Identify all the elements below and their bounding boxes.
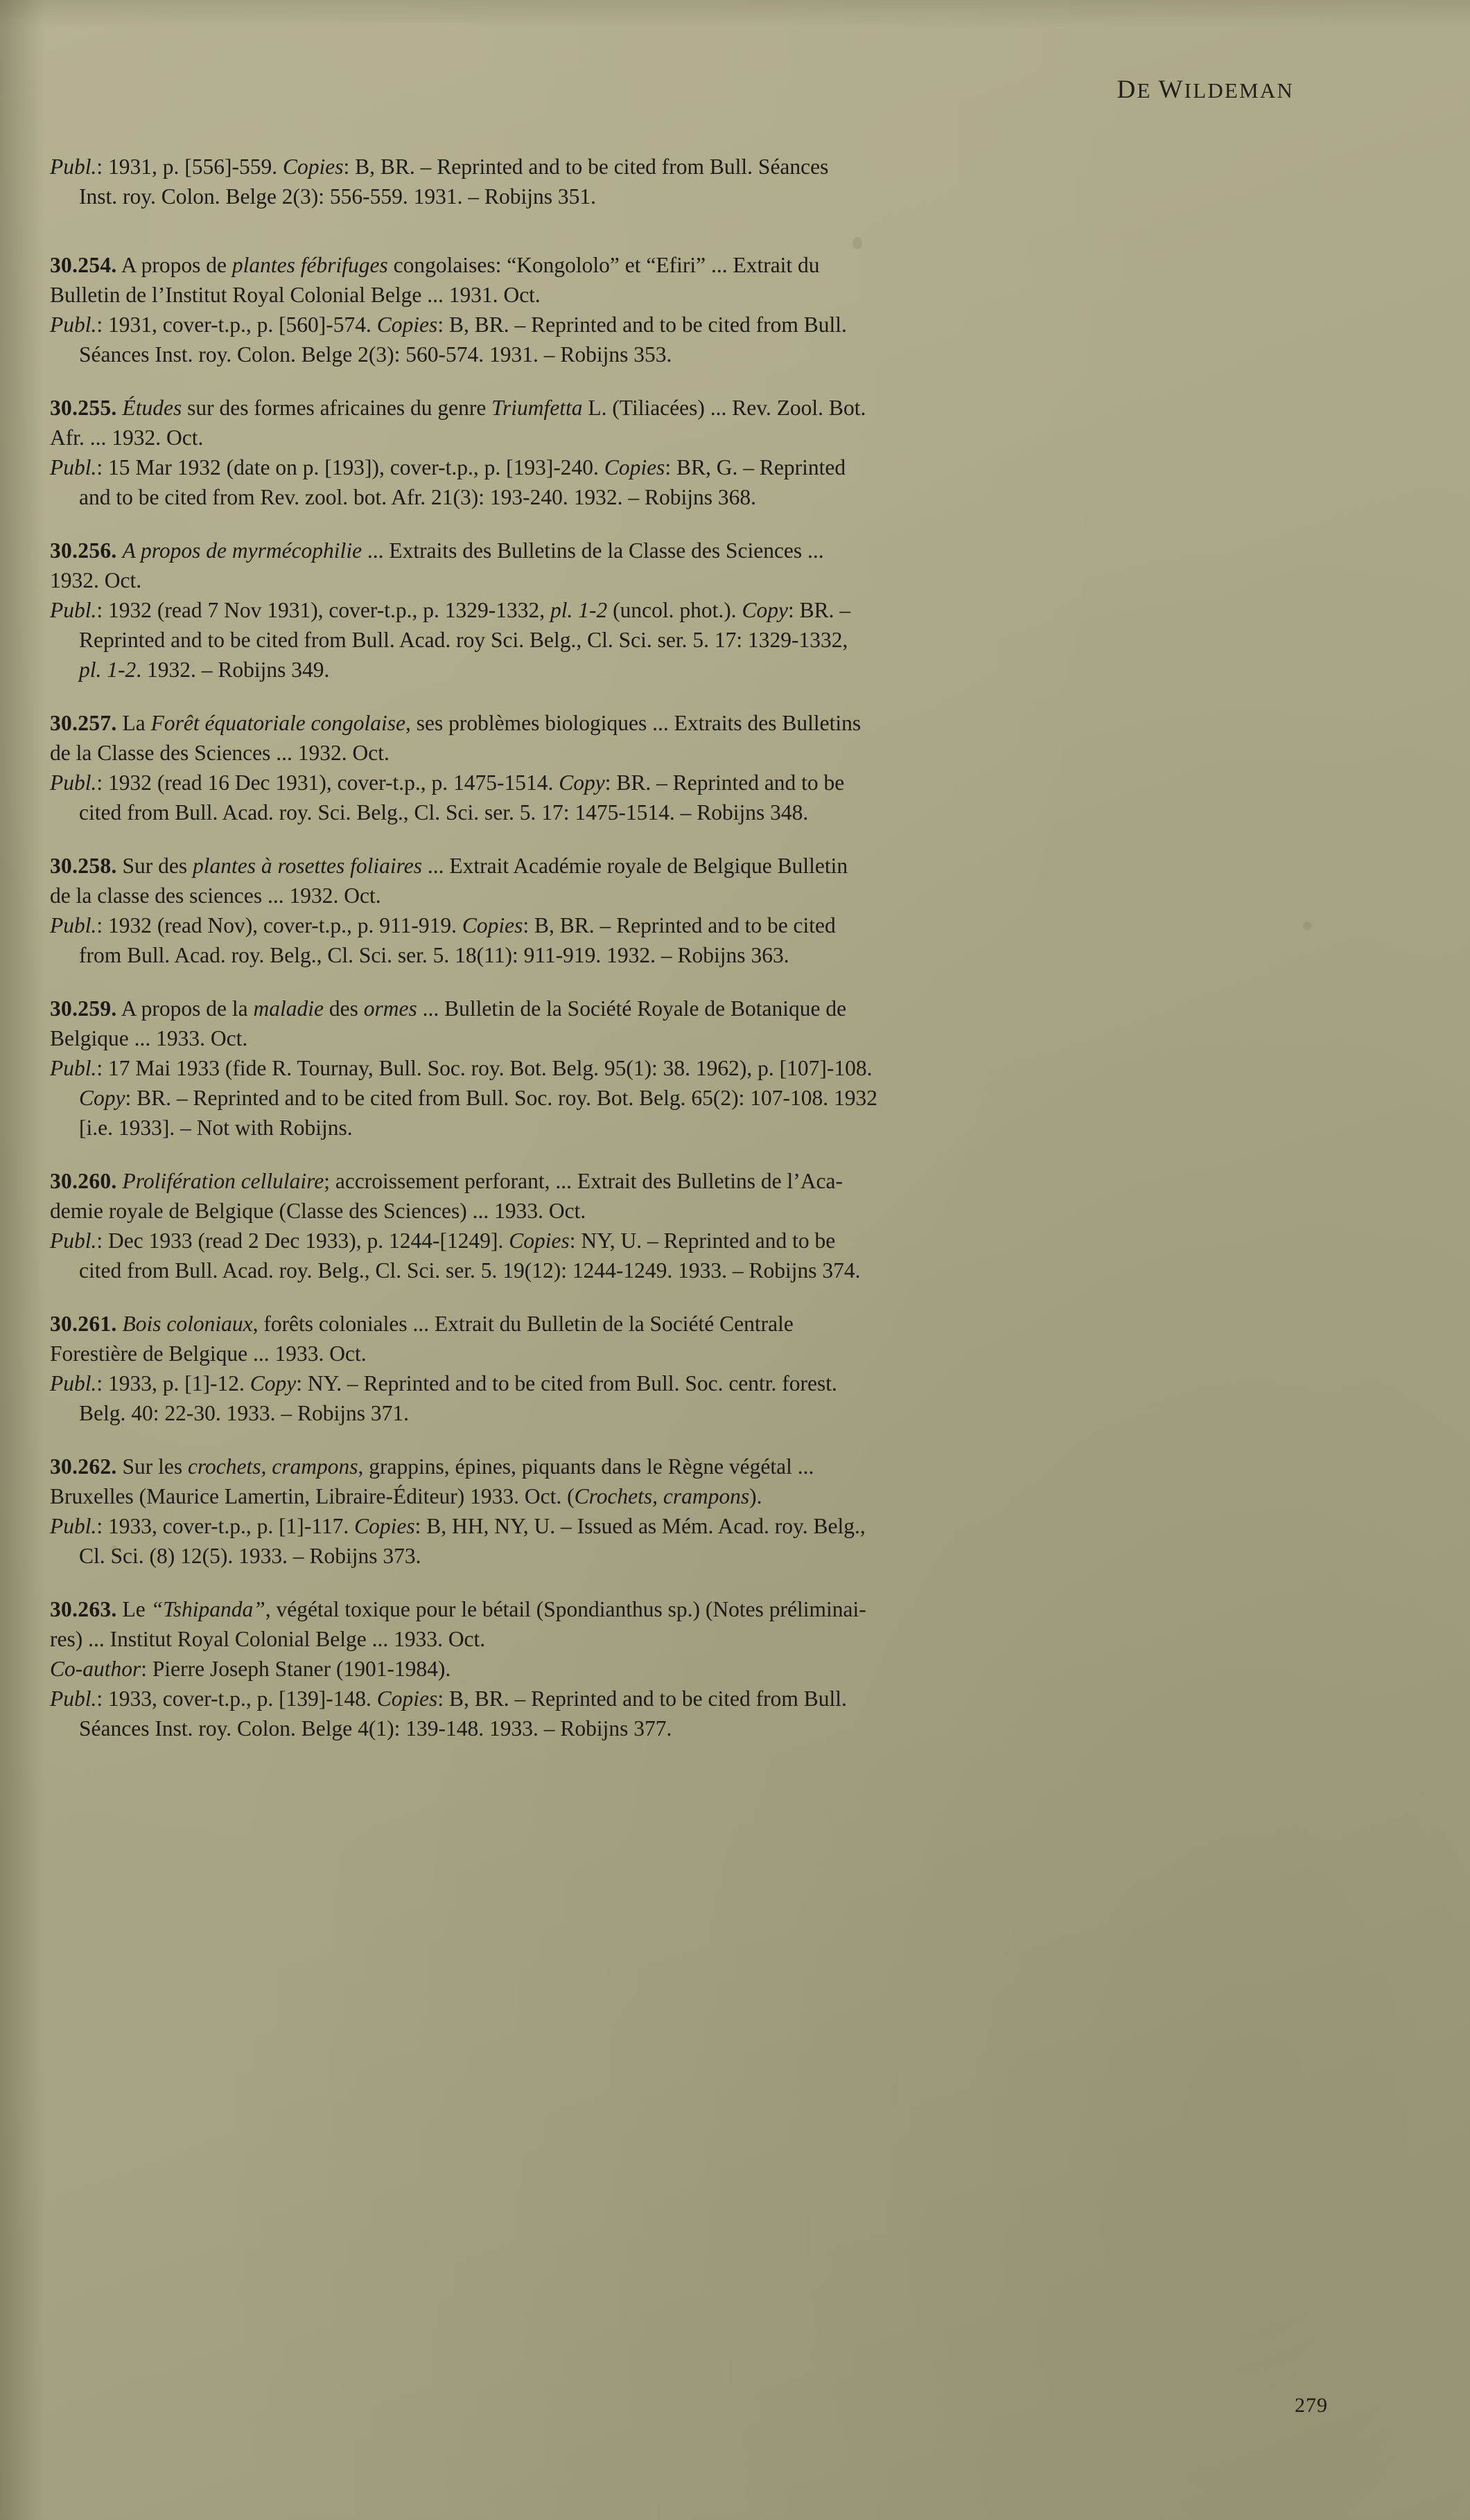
bibliography-entries <box>50 152 1367 1743</box>
running-head-w: W <box>1158 76 1184 104</box>
entry-line: [i.e. 1933]. – Not with Robijns. <box>79 1116 353 1140</box>
running-head-d: D <box>1117 76 1137 104</box>
bibliography-entry <box>50 152 1297 211</box>
bibliography-entry <box>50 851 1297 970</box>
entry-line: Publ.: 1932 (read 7 Nov 1931), cover-t.p., p. 1329-1332, pl. 1-2 (uncol. phot.). Copy: BR. – <box>50 598 851 622</box>
bibliography-entry <box>50 1309 1297 1428</box>
entry-line: Publ.: 1933, cover-t.p., p. [1]-117. Copies: B, HH, NY, U. – Issued as Mém. Acad. roy. Belg., <box>50 1514 866 1538</box>
entry-line: 30.261. Bois coloniaux, forêts coloniales ... Extrait du Bulletin de la Société Centrale <box>50 1312 794 1336</box>
bibliography-entry <box>50 250 1297 369</box>
bibliography-entry <box>50 994 1297 1143</box>
entry-line: and to be cited from Rev. zool. bot. Afr. 21(3): 193-240. 1932. – Robijns 368. <box>79 485 756 509</box>
entry-line: Publ.: Dec 1933 (read 2 Dec 1933), p. 1244-[1249]. Copies: NY, U. – Reprinted and to be <box>50 1228 836 1253</box>
entry-line: Copy: BR. – Reprinted and to be cited from Bull. Soc. roy. Bot. Belg. 65(2): 107-108. 1932 <box>79 1086 877 1110</box>
entry-line: Publ.: 1932 (read Nov), cover-t.p., p. 911-919. Copies: B, BR. – Reprinted and to be cited <box>50 913 836 937</box>
entry-line: Publ.: 1933, p. [1]-12. Copy: NY. – Reprinted and to be cited from Bull. Soc. centr. forest. <box>50 1371 837 1395</box>
entry-line: Séances Inst. roy. Colon. Belge 2(3): 560-574. 1931. – Robijns 353. <box>79 342 672 367</box>
entry-line: 30.263. Le “Tshipanda”, végétal toxique pour le bétail (Spondianthus sp.) (Notes préliminai- <box>50 1597 866 1621</box>
entry-line: Bruxelles (Maurice Lamertin, Libraire-Éditeur) 1933. Oct. (Crochets, crampons). <box>50 1484 762 1508</box>
bibliography-entry <box>50 536 1297 685</box>
entry-line: cited from Bull. Acad. roy. Belg., Cl. Sci. ser. 5. 19(12): 1244-1249. 1933. – Robijns 374. <box>79 1258 861 1283</box>
page-left-shadow <box>0 0 44 2520</box>
entry-line: Afr. ... 1932. Oct. <box>50 425 204 450</box>
bibliography-entry <box>50 1166 1297 1285</box>
entry-line: from Bull. Acad. roy. Belg., Cl. Sci. ser. 5. 18(11): 911-919. 1932. – Robijns 363. <box>79 943 789 967</box>
entry-line: Forestière de Belgique ... 1933. Oct. <box>50 1341 367 1366</box>
entry-line: de la classe des sciences ... 1932. Oct. <box>50 883 381 908</box>
entry-line: Bulletin de l’Institut Royal Colonial Belge ... 1931. Oct. <box>50 283 541 307</box>
bibliography-entry <box>50 1594 1297 1743</box>
running-head-ildeman: ILDEMAN <box>1184 78 1294 103</box>
entry-line: Cl. Sci. (8) 12(5). 1933. – Robijns 373. <box>79 1544 421 1568</box>
entry-line: 30.258. Sur des plantes à rosettes foliaires ... Extrait Académie royale de Belgique Bulletin <box>50 854 848 878</box>
page-content <box>50 75 1367 1767</box>
entry-line: Séances Inst. roy. Colon. Belge 4(1): 139-148. 1933. – Robijns 377. <box>79 1716 672 1741</box>
entry-line: Belgique ... 1933. Oct. <box>50 1026 248 1050</box>
entry-line: 30.256. A propos de myrmécophilie ... Extraits des Bulletins de la Classe des Sciences ... <box>50 538 824 563</box>
entry-line: Belg. 40: 22-30. 1933. – Robijns 371. <box>79 1401 410 1425</box>
entry-line: Publ.: 1931, p. [556]-559. Copies: B, BR. – Reprinted and to be cited from Bull. Séances <box>50 155 829 179</box>
bibliography-entry <box>50 393 1297 512</box>
entry-line: cited from Bull. Acad. roy. Sci. Belg., Cl. Sci. ser. 5. 17: 1475-1514. – Robijns 348. <box>79 800 809 825</box>
entry-line: Inst. roy. Colon. Belge 2(3): 556-559. 1931. – Robijns 351. <box>79 184 597 209</box>
page-number: 279 <box>1295 2394 1328 2417</box>
entry-line: 30.259. A propos de la maladie des ormes ... Bulletin de la Société Royale de Botanique de <box>50 996 847 1021</box>
entry-line: 30.255. Études sur des formes africaines du genre Triumfetta L. (Tiliacées) ... Rev. Zool. Bot. <box>50 396 866 420</box>
entry-line: 30.262. Sur les crochets, crampons, grappins, épines, piquants dans le Règne végétal ... <box>50 1454 814 1479</box>
entry-line: de la Classe des Sciences ... 1932. Oct. <box>50 741 390 765</box>
entry-line: Co-author: Pierre Joseph Staner (1901-1984). <box>50 1657 451 1681</box>
entry-line: Publ.: 17 Mai 1933 (fide R. Tournay, Bull. Soc. roy. Bot. Belg. 95(1): 38. 1962), p. [107]-108. <box>50 1056 873 1080</box>
running-head <box>50 75 1367 105</box>
entry-line: res) ... Institut Royal Colonial Belge ... 1933. Oct. <box>50 1627 486 1651</box>
bibliography-entry <box>50 708 1297 827</box>
bibliography-entry <box>50 1452 1297 1571</box>
entry-line: 30.254. A propos de plantes fébrifuges congolaises: “Kongololo” et “Efiri” ... Extrait du <box>50 253 820 277</box>
entry-line: Reprinted and to be cited from Bull. Acad. roy Sci. Belg., Cl. Sci. ser. 5. 17: 1329-1332, <box>79 628 848 652</box>
entry-line: demie royale de Belgique (Classe des Sciences) ... 1933. Oct. <box>50 1199 586 1223</box>
page-top-shadow <box>0 0 1470 28</box>
entry-line: Publ.: 15 Mar 1932 (date on p. [193]), cover-t.p., p. [193]-240. Copies: BR, G. – Reprinted <box>50 455 846 479</box>
entry-line: 30.257. La Forêt équatoriale congolaise, ses problèmes biologiques ... Extraits des Bulletins <box>50 711 861 735</box>
running-head-e: E <box>1137 78 1159 103</box>
entry-line: Publ.: 1931, cover-t.p., p. [560]-574. Copies: B, BR. – Reprinted and to be cited from Bull. <box>50 312 847 337</box>
entry-line: Publ.: 1933, cover-t.p., p. [139]-148. Copies: B, BR. – Reprinted and to be cited from Bull. <box>50 1686 847 1711</box>
entry-line: 1932. Oct. <box>50 568 142 592</box>
entry-line: 30.260. Prolifération cellulaire; accroissement perforant, ... Extrait des Bulletins de l’Aca- <box>50 1169 843 1193</box>
entry-line: pl. 1-2. 1932. – Robijns 349. <box>79 658 330 682</box>
entry-line: Publ.: 1932 (read 16 Dec 1931), cover-t.p., p. 1475-1514. Copy: BR. – Reprinted and to be <box>50 770 845 795</box>
